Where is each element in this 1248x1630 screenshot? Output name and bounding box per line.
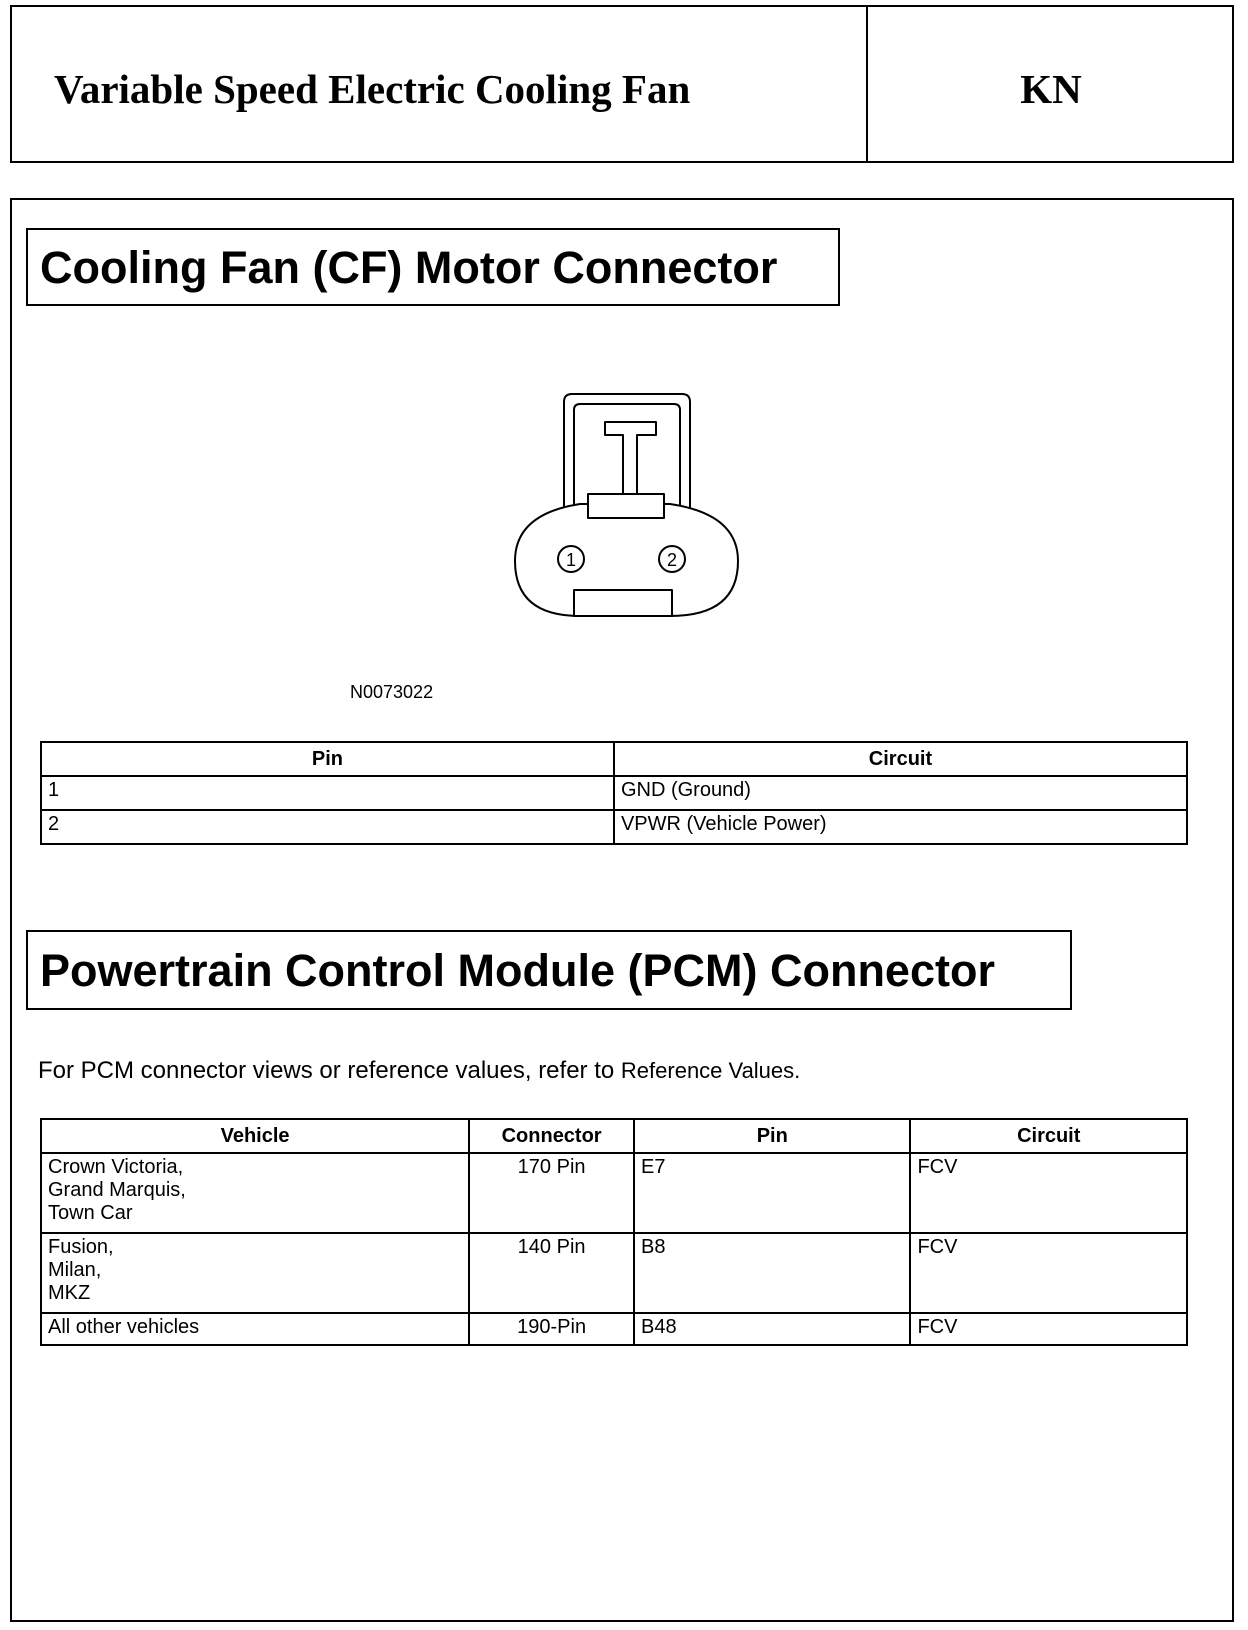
cell-circuit: FCV (910, 1313, 1187, 1345)
document-title: Variable Speed Electric Cooling Fan (54, 66, 691, 112)
cell-connector: 170 Pin (469, 1153, 634, 1233)
column-header-connector: Connector (469, 1119, 634, 1153)
cell-pin: E7 (634, 1153, 910, 1233)
column-header-pin: Pin (634, 1119, 910, 1153)
connector-bottom-key (574, 590, 672, 616)
connector-top-key (588, 494, 664, 518)
pcm-section-title (26, 930, 1072, 1010)
cell-pin: 1 (41, 776, 614, 810)
cell-pin: B8 (634, 1233, 910, 1313)
cf-pin-table (40, 741, 1188, 845)
cf-connector-diagram (510, 390, 740, 640)
cell-connector: 140 Pin (469, 1233, 634, 1313)
vehicle-name: Grand Marquis, (48, 1179, 186, 1201)
document-header (10, 5, 1234, 163)
pcm-pin-table (40, 1118, 1188, 1346)
vehicle-name: Town Car (48, 1202, 133, 1224)
table-row (41, 1233, 1187, 1313)
vehicle-name: Crown Victoria, (48, 1156, 184, 1178)
table-row (41, 1153, 1187, 1233)
cell-circuit: FCV (910, 1233, 1187, 1313)
pin-1-label: 1 (565, 550, 577, 570)
cell-pin: B48 (634, 1313, 910, 1345)
vehicle-name: Milan, (48, 1259, 102, 1281)
column-header-circuit: Circuit (910, 1119, 1187, 1153)
pin-2-label: 2 (666, 550, 678, 570)
reference-values-link[interactable]: Reference Values. (620, 1058, 801, 1083)
cell-pin: 2 (41, 810, 614, 844)
table-row (41, 1313, 1187, 1345)
vehicle-name: All other vehicles (48, 1316, 200, 1338)
cf-section-title (26, 228, 840, 306)
cell-circuit: GND (Ground) (614, 776, 1187, 810)
cell-connector: 190-Pin (469, 1313, 634, 1345)
cell-circuit: VPWR (Vehicle Power) (614, 810, 1187, 844)
table-row (41, 810, 1187, 844)
cf-section-title-text: Cooling Fan (CF) Motor Connector (40, 241, 778, 293)
intro-sentence: For PCM connector views or reference values, refer to (38, 1057, 615, 1084)
diagram-caption: N0073022 (350, 682, 434, 702)
table-row (41, 776, 1187, 810)
table-header-row (41, 742, 1187, 776)
document-code: KN (1020, 66, 1082, 112)
column-header-vehicle: Vehicle (41, 1119, 469, 1153)
table-header-row (41, 1119, 1187, 1153)
cell-vehicle (41, 1153, 469, 1233)
cell-vehicle (41, 1313, 469, 1345)
pcm-section-title-text: Powertrain Control Module (PCM) Connector (40, 944, 995, 996)
column-header-pin: Pin (41, 742, 614, 776)
vehicle-name: Fusion, (48, 1236, 114, 1258)
vehicle-name: MKZ (48, 1282, 91, 1304)
cell-vehicle (41, 1233, 469, 1313)
pcm-intro-text (38, 1057, 800, 1085)
cell-circuit: FCV (910, 1153, 1187, 1233)
column-header-circuit: Circuit (614, 742, 1187, 776)
